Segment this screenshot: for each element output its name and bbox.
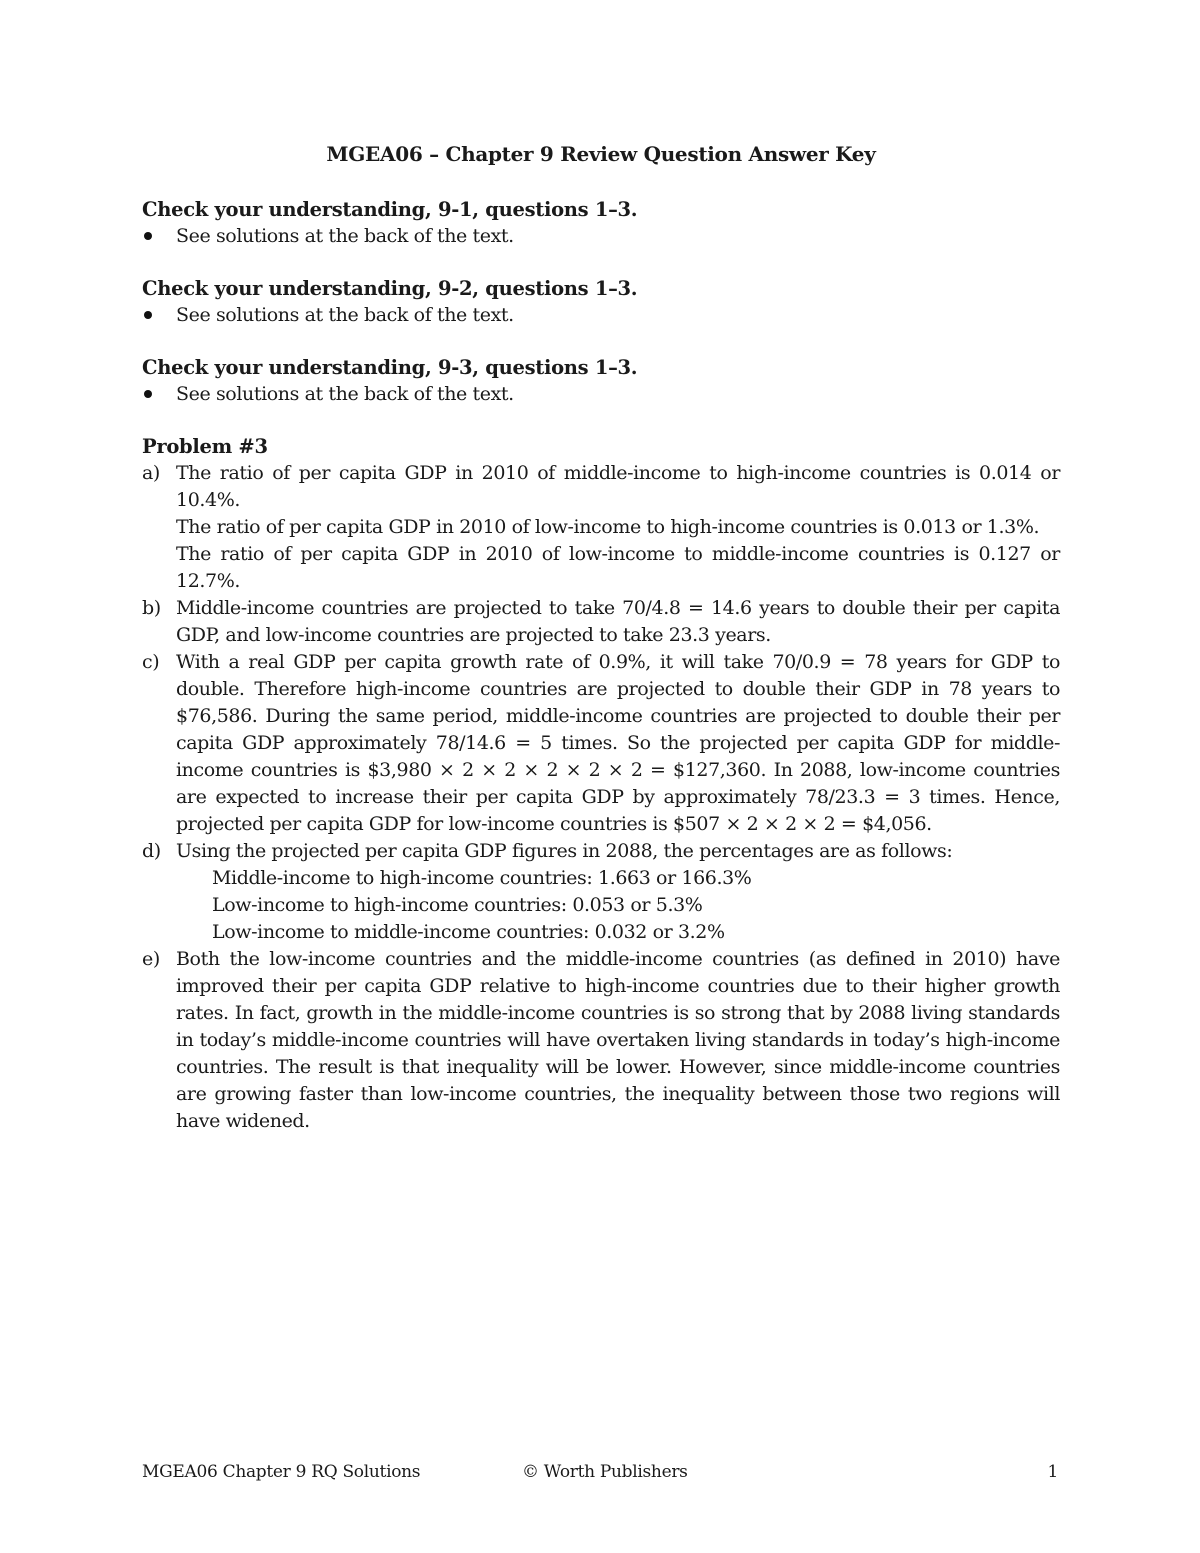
problem-item-a	[142, 460, 1060, 595]
bullet-list	[142, 302, 1060, 328]
bullet-list	[142, 223, 1060, 249]
bullet-list	[142, 381, 1060, 407]
problem-item-e	[142, 946, 1060, 1135]
problem-heading: Problem #3	[142, 435, 268, 458]
answer-text: With a real GDP per capita growth rate of 0.9%, it will take 70/0.9 = 78 years for GDP to double. Therefore high-income countries are projected to double their GDP in 78 years to $76,586. During the same period, middle-income countries are projected to double their per capita GDP approximately 78/14.6 = 5 times. So the projected per capita GDP for middle-income countries is $3,980 × 2 × 2 × 2 × 2 × 2 = $127,360. In 2088, low-income countries are expected to increase their per capita GDP by approximately 78/23.3 = 3 times. Hence, projected per capita GDP for low-income countries is $507 × 2 × 2 × 2 = $4,056.	[176, 651, 1060, 835]
page-footer	[142, 1462, 1058, 1486]
problem-list	[142, 460, 1060, 1135]
section-check-9-3	[142, 354, 1060, 407]
item-marker: e)	[142, 948, 160, 970]
item-marker: c)	[142, 651, 160, 673]
problem-3-section	[142, 433, 1060, 1135]
problem-item-c	[142, 649, 1060, 838]
bullet-icon	[144, 390, 152, 398]
bullet-item	[142, 302, 1060, 328]
percentage-line: Low-income to middle-income countries: 0.032 or 3.2%	[212, 921, 725, 943]
item-marker: a)	[142, 462, 160, 484]
bullet-text: See solutions at the back of the text.	[176, 225, 514, 247]
item-marker: d)	[142, 840, 161, 862]
percentage-line: Middle-income to high-income countries: 1.663 or 166.3%	[212, 867, 752, 889]
section-heading: Check your understanding, 9-2, questions 1–3.	[142, 277, 638, 300]
page-number: 1	[1047, 1462, 1058, 1482]
bullet-icon	[144, 232, 152, 240]
bullet-icon	[144, 311, 152, 319]
footer-document-name: MGEA06 Chapter 9 RQ Solutions	[142, 1462, 421, 1482]
answer-paragraph: The ratio of per capita GDP in 2010 of middle-income to high-income countries is 0.014 or 10.4%.	[176, 462, 1060, 511]
problem-item-d	[142, 838, 1060, 946]
footer-publisher: © Worth Publishers	[522, 1462, 688, 1482]
section-check-9-1	[142, 196, 1060, 249]
document-title: MGEA06 – Chapter 9 Review Question Answer Key	[326, 142, 876, 166]
answer-paragraph: The ratio of per capita GDP in 2010 of low-income to high-income countries is 0.013 or 1.3%.	[176, 516, 1040, 538]
answer-paragraph: The ratio of per capita GDP in 2010 of low-income to middle-income countries is 0.127 or 12.7%.	[176, 543, 1060, 592]
percentage-line: Low-income to high-income countries: 0.053 or 5.3%	[212, 894, 703, 916]
bullet-item	[142, 381, 1060, 407]
section-heading: Check your understanding, 9-1, questions 1–3.	[142, 198, 638, 221]
bullet-text: See solutions at the back of the text.	[176, 304, 514, 326]
bullet-item	[142, 223, 1060, 249]
answer-intro: Using the projected per capita GDP figures in 2088, the percentages are as follows:	[176, 840, 953, 862]
item-marker: b)	[142, 597, 161, 619]
section-heading: Check your understanding, 9-3, questions 1–3.	[142, 356, 638, 379]
section-check-9-2	[142, 275, 1060, 328]
problem-item-b	[142, 595, 1060, 649]
page-content	[142, 142, 1060, 1161]
answer-text: Both the low-income countries and the middle-income countries (as defined in 2010) have improved their per capita GDP relative to high-income countries due to their higher growth rates. In fact, growth in the middle-income countries is so strong that by 2088 living standards in today’s middle-income countries will have overtaken living standards in today’s high-income countries. The result is that inequality will be lower. However, since middle-income countries are growing faster than low-income countries, the inequality between those two regions will have widened.	[176, 948, 1060, 1132]
bullet-text: See solutions at the back of the text.	[176, 383, 514, 405]
answer-text: Middle-income countries are projected to take 70/4.8 = 14.6 years to double their per capita GDP, and low-income countries are projected to take 23.3 years.	[176, 597, 1060, 646]
